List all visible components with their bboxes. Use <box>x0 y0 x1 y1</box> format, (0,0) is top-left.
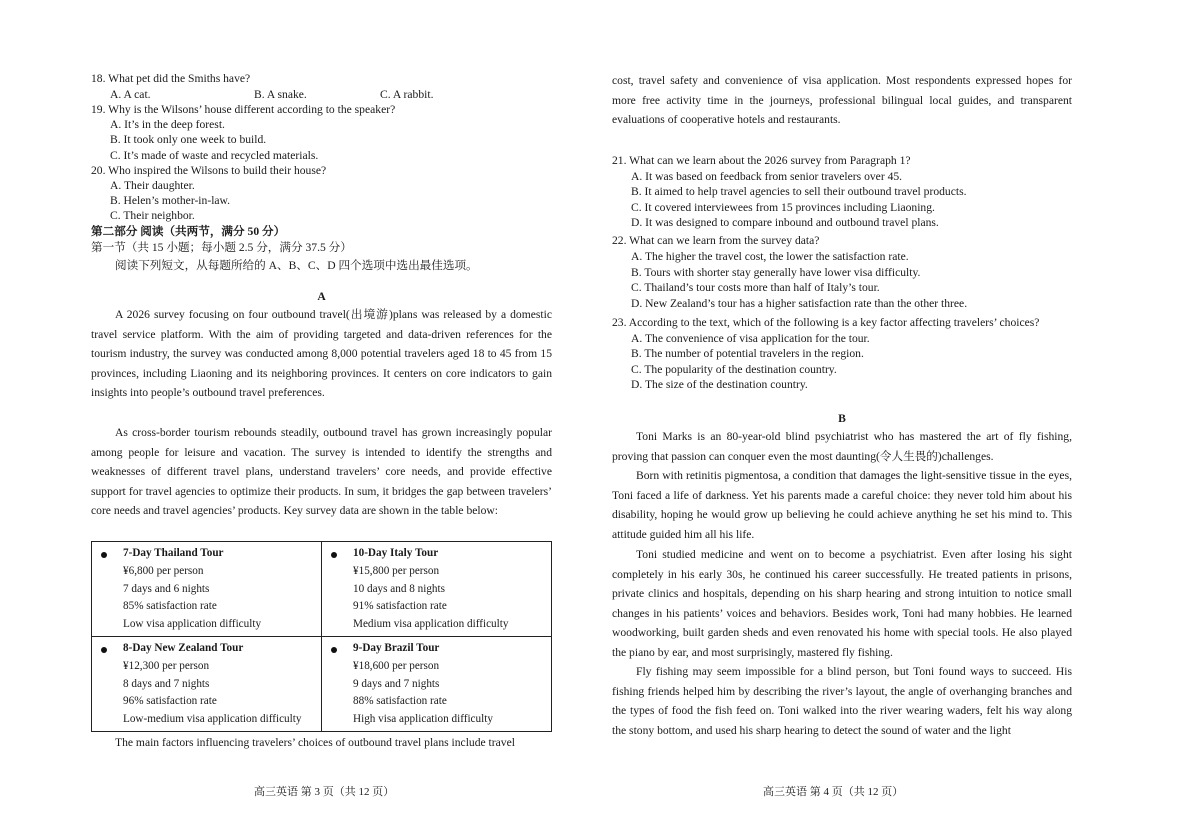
q21-option-b: B. It aimed to help travel agencies to sell their outbound travel products. <box>631 185 967 198</box>
q21-stem: 21. What can we learn about the 2026 survey from Paragraph 1? <box>612 154 911 167</box>
tour-cell <box>322 542 552 637</box>
passage-a-label: A <box>317 290 326 303</box>
tour-duration: 10 days and 8 nights <box>353 582 445 595</box>
tour-name: 9-Day Brazil Tour <box>353 641 440 654</box>
tour-cell <box>322 636 552 731</box>
q19-option-a: A. It’s in the deep forest. <box>110 118 225 131</box>
q20-option-c: C. Their neighbor. <box>110 209 195 222</box>
passage-b-paragraph-2: Born with retinitis pigmentosa, a condition that damages the light-sensitive tissue in the eyes, Toni faced a life of darkness. Yet his parents made a careful choice: they never told him about his disability, hoping he would grow up believing he could achieve anything he set his mind to. This attitude guided him all his life. <box>612 469 1072 541</box>
q23-option-c: C. The popularity of the destination country. <box>631 363 837 376</box>
bullet-icon <box>331 647 337 653</box>
passage-b-paragraph-3: Toni studied medicine and went on to become a psychiatrist. Even after losing his sight completely in his early 30s, he continued his career successfully. He treated patients in prisons, private clinics and hospitals, depending on his sharp hearing and strong intuition to notice small changes in his patients’ voices and behaviors. Besides work, Toni had many hobbies. He learned woodworking, built garden sheds and even renovated his home with special tools. He also played the piano by ear, and most surprisingly, mastered fly fishing. <box>612 548 1072 659</box>
passage-a-paragraph-3-continued: cost, travel safety and convenience of visa application. Most respondents expressed hopes for more free activity time in the journeys, professional bilingual local guides, and transparent evaluations of cooperative hotels and restaurants. <box>612 74 1072 127</box>
q19-option-b: B. It took only one week to build. <box>110 133 267 146</box>
tour-cell <box>92 636 322 731</box>
tour-name: 7-Day Thailand Tour <box>123 547 224 559</box>
passage-b-paragraph-1: Toni Marks is an 80-year-old blind psychiatrist who has mastered the art of fly fishing, proving that passion can conquer even the most daunting(令人生畏的)challenges. <box>612 430 1072 463</box>
q20-option-b: B. Helen’s mother-in-law. <box>110 194 231 207</box>
tour-cost: ¥12,300 per person <box>123 659 210 672</box>
q21-option-a: A. It was based on feedback from senior travelers over 45. <box>631 170 903 183</box>
tour-name: 10-Day Italy Tour <box>353 547 439 559</box>
tour-duration: 7 days and 6 nights <box>123 582 210 595</box>
instructions: 阅读下列短文，从每题所给的 A、B、C、D 四个选项中选出最佳选项。 <box>115 259 478 272</box>
q23-stem: 23. According to the text, which of the following is a key factor affecting travelers’ choices? <box>612 316 1040 329</box>
passage-b-label: B <box>838 412 846 425</box>
q22-stem: 22. What can we learn from the survey data? <box>612 234 820 247</box>
passage-a-paragraph-2: As cross-border tourism rebounds steadily, outbound travel has grown increasingly popular among people for leisure and vacation. The survey is intended to identify the strengths and weaknesses of different travel plans, understand travelers’ core needs, and provide effective support for travel agencies to optimize their products. In sum, it bridges the gap between travelers’ core needs and travel agencies’ products. Key survey data are shown in the table below: <box>91 426 552 518</box>
bullet-icon <box>331 552 337 558</box>
tour-cell <box>92 542 322 637</box>
q20-stem: 20. Who inspired the Wilsons to build their house? <box>91 164 327 177</box>
section-title: 第二部分 阅读（共两节，满分 50 分） <box>91 225 286 238</box>
q21-option-d: D. It was designed to compare inbound and outbound travel plans. <box>631 216 939 229</box>
tour-satisfaction: 96% satisfaction rate <box>123 695 217 708</box>
passage-a-paragraph-3-start: The main factors influencing travelers’ choices of outbound travel plans include travel <box>115 736 515 749</box>
q23-option-d: D. The size of the destination country. <box>631 378 808 391</box>
tour-satisfaction: 85% satisfaction rate <box>123 600 217 613</box>
q19-stem: 19. Why is the Wilsons’ house different according to the speaker? <box>91 103 396 116</box>
bullet-icon <box>101 552 107 558</box>
right-page-footer: 高三英语 第 4 页（共 12 页） <box>763 786 904 798</box>
q22-option-c: C. Thailand’s tour costs more than half of Italy’s tour. <box>631 281 880 294</box>
passage-b-paragraph-4: Fly fishing may seem impossible for a blind person, but Toni found ways to succeed. His fishing friends helped him by describing the river’s layout, the angle of overhanging branches and the types of food the fish feed on. Toni walked into the river wearing waders, felt his way along the stony bottom, and used his sharp hearing to detect the sound of water and the light <box>612 665 1072 737</box>
tour-cost: ¥18,600 per person <box>353 659 440 672</box>
tour-cost: ¥15,800 per person <box>353 564 440 577</box>
q23-option-a: A. The convenience of visa application for the tour. <box>631 332 870 345</box>
tour-visa: High visa application difficulty <box>353 713 493 726</box>
tour-name: 8-Day New Zealand Tour <box>123 641 244 654</box>
survey-data-table <box>91 541 552 732</box>
q18-stem: 18. What pet did the Smiths have? <box>91 72 251 85</box>
tour-duration: 8 days and 7 nights <box>123 677 210 690</box>
q18-option-c: C. A rabbit. <box>380 88 434 101</box>
q19-option-c: C. It’s made of waste and recycled materials. <box>110 149 319 162</box>
q22-option-b: B. Tours with shorter stay generally have lower visa difficulty. <box>631 266 921 279</box>
q22-option-a: A. The higher the travel cost, the lower the satisfaction rate. <box>631 250 909 263</box>
tour-visa: Medium visa application difficulty <box>353 618 509 631</box>
tour-satisfaction: 91% satisfaction rate <box>353 600 447 613</box>
bullet-icon <box>101 647 107 653</box>
tour-satisfaction: 88% satisfaction rate <box>353 695 447 708</box>
section-subtitle: 第一节（共 15 小题；每小题 2.5 分，满分 37.5 分） <box>91 241 352 254</box>
q23-option-b: B. The number of potential travelers in the region. <box>631 347 864 360</box>
q22-option-d: D. New Zealand’s tour has a higher satisfaction rate than the other three. <box>631 297 968 310</box>
tour-visa: Low-medium visa application difficulty <box>123 713 302 726</box>
q18-option-a: A. A cat. <box>110 88 151 101</box>
tour-cost: ¥6,800 per person <box>123 564 204 577</box>
tour-visa: Low visa application difficulty <box>123 618 262 631</box>
q20-option-a: A. Their daughter. <box>110 179 195 192</box>
left-page-footer: 高三英语 第 3 页（共 12 页） <box>254 786 395 798</box>
passage-a-paragraph-1: A 2026 survey focusing on four outbound travel(出境游)plans was released by a domestic travel service platform. With the aim of providing targeted and data-driven references for the tourism industry, the survey was conducted among 8,000 potential travelers aged 18 to 45 from 15 provinces, including Liaoning and its neighboring provinces. It centers on core indicators to gain insights into people’s outbound travel preferences. <box>91 308 552 400</box>
q18-option-b: B. A snake. <box>254 88 307 101</box>
q21-option-c: C. It covered interviewees from 15 provinces including Liaoning. <box>631 201 935 214</box>
tour-duration: 9 days and 7 nights <box>353 677 440 690</box>
